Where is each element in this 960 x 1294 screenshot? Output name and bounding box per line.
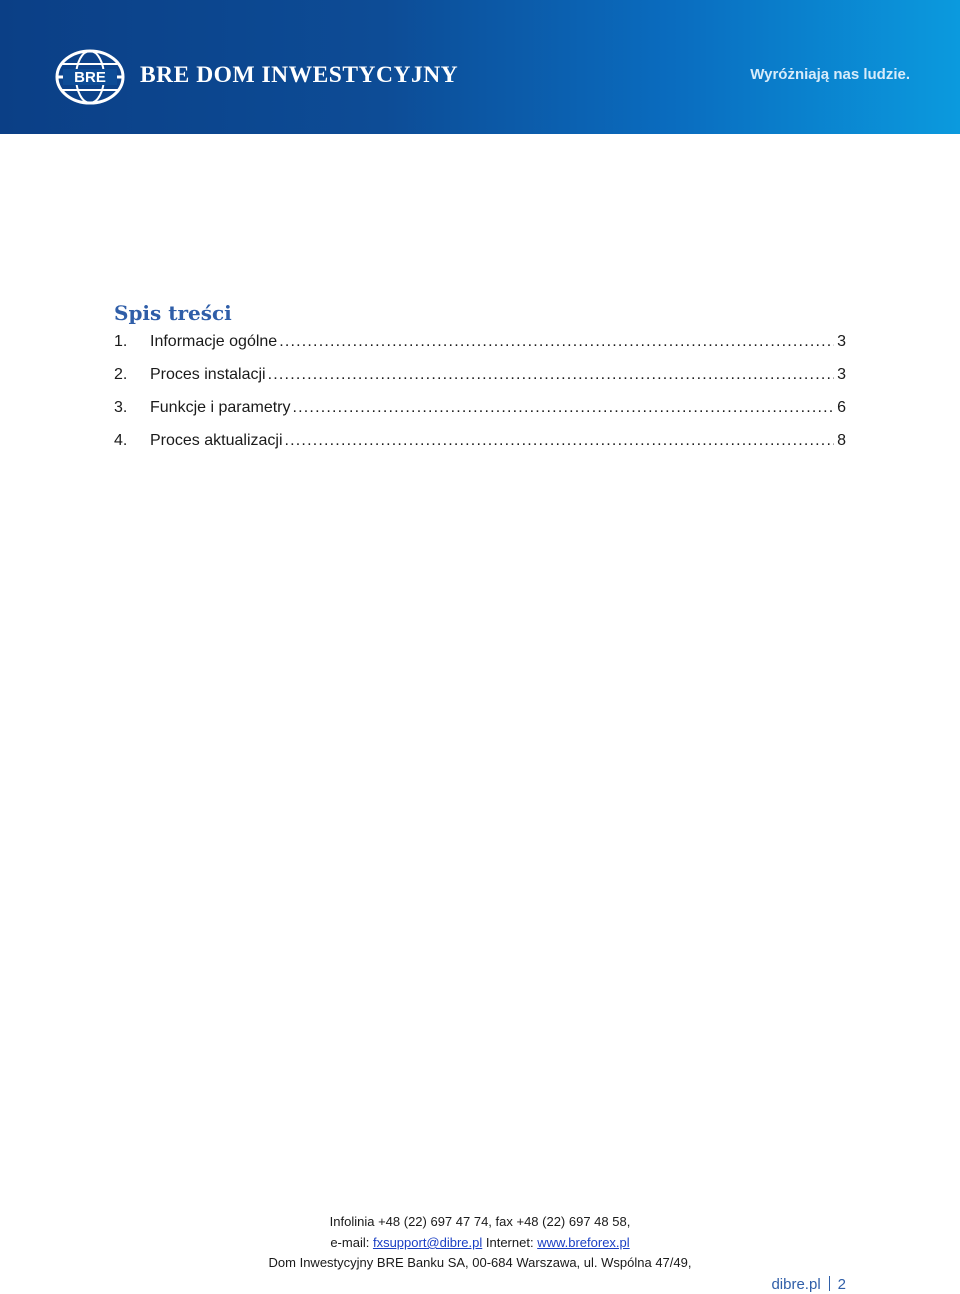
svg-text:BRE: BRE <box>74 69 106 86</box>
toc-leader-dots <box>279 333 834 351</box>
website-link[interactable]: www.breforex.pl <box>537 1235 630 1250</box>
site-name: dibre.pl <box>771 1276 821 1293</box>
toc-item-number: 2. <box>114 366 128 383</box>
toc-leader-dots <box>285 432 835 450</box>
toc-item-number: 1. <box>114 333 128 350</box>
toc-item-label[interactable]: Proces instalacji <box>150 366 266 383</box>
toc-leader-dots <box>268 366 834 384</box>
toc-item-label[interactable]: Informacje ogólne <box>150 333 278 350</box>
slogan: Wyróżniają nas ludzie. <box>750 66 910 83</box>
email-link[interactable]: fxsupport@dibre.pl <box>372 1235 483 1250</box>
toc-item-number: 3. <box>114 399 128 416</box>
footer-address-line: Dom Inwestycyjny BRE Banku SA, 00-684 Warszawa, ul. Wspólna 47/49, <box>268 1255 692 1270</box>
toc-item-page[interactable]: 6 <box>837 399 846 416</box>
toc-leader-dots <box>293 399 835 417</box>
toc-item-label[interactable]: Proces aktualizacji <box>150 432 283 449</box>
toc-item-label[interactable]: Funkcje i parametry <box>150 399 291 416</box>
page-number-value: 2 <box>837 1276 846 1293</box>
table-of-contents <box>114 333 846 465</box>
footer-contact-line: Infolinia +48 (22) 697 47 74, fax +48 (22) 697 48 58, <box>329 1214 631 1229</box>
page-separator <box>829 1276 830 1291</box>
email-label: e-mail: <box>330 1235 373 1250</box>
toc-title: Spis treści <box>114 301 232 325</box>
toc-item[interactable] <box>114 333 846 366</box>
toc-item-page[interactable]: 3 <box>837 333 846 350</box>
footer-email-line <box>0 1235 960 1250</box>
bre-globe-logo-icon <box>55 49 125 105</box>
toc-item-page[interactable]: 8 <box>837 432 846 449</box>
brand-name: BRE DOM INWESTYCYJNY <box>140 62 459 88</box>
internet-label: Internet: <box>482 1235 538 1250</box>
page-number <box>771 1276 846 1293</box>
header-banner <box>0 0 960 134</box>
toc-item-number: 4. <box>114 432 128 449</box>
toc-item[interactable] <box>114 399 846 432</box>
toc-item[interactable] <box>114 366 846 399</box>
toc-item[interactable] <box>114 432 846 465</box>
toc-item-page[interactable]: 3 <box>837 366 846 383</box>
